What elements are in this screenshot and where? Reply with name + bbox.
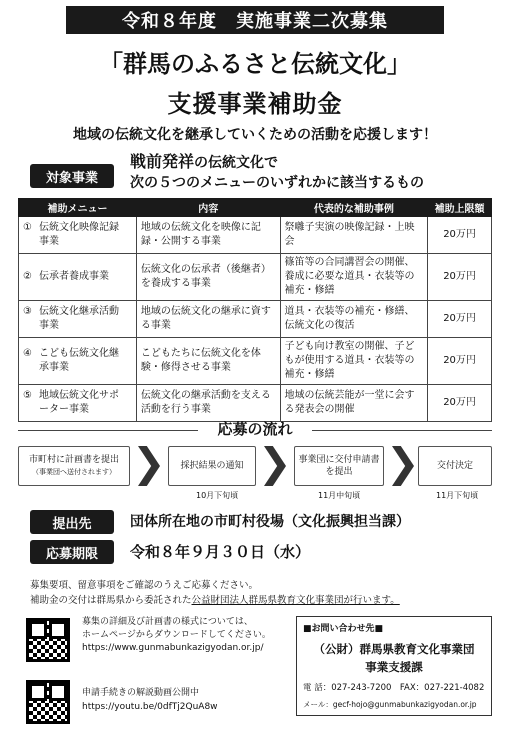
note-line1: 募集要項、留意事項をご確認のうえご応募ください。 (30, 580, 259, 591)
page-title-line2: 支援事業補助金 (167, 90, 343, 118)
flow-note: 11月中旬頃 (318, 491, 361, 500)
website-text2: ホームページからダウンロードしてください。 (82, 630, 271, 640)
row-name: 伝統文化映像記録事業 (39, 222, 119, 247)
row-number: ② (23, 271, 32, 282)
contact-label: ■お問い合わせ先■ (303, 624, 384, 634)
flow-step-4 (418, 446, 492, 486)
row-example: 道具・衣装等の補充・修繕、伝統文化の復活 (280, 301, 428, 338)
page-title-line1: 「群馬のふるさと伝統文化」 (99, 50, 411, 78)
row-example: 祭囃子実演の映像記録・上映会 (280, 217, 428, 254)
flow-note: 10月下旬頃 (196, 491, 239, 500)
row-content: 地域の伝統文化の継承に資する事業 (136, 301, 280, 338)
row-example: 子ども向け教室の開催、子どもが使用する道具・衣装等の補充・修繕 (280, 338, 428, 385)
qr-code-icon[interactable] (26, 680, 70, 724)
contact-org: （公財）群馬県教育文化事業団 (313, 642, 475, 656)
deadline-tag: 応募期限 (30, 540, 114, 564)
flow-arrow-icon (264, 446, 286, 486)
submit-destination: 団体所在地の市町村役場（文化振興担当課） (130, 514, 410, 530)
row-content: 伝統文化の伝承者（後継者）を養成する事業 (136, 254, 280, 301)
row-menu (19, 301, 137, 338)
flow-divider-right (312, 430, 492, 431)
submit-tag: 提出先 (30, 510, 114, 534)
note-line2 (30, 593, 400, 608)
row-example: 地域の伝統芸能が一堂に会する発表会の開催 (280, 385, 428, 422)
notes (30, 578, 400, 608)
row-limit: 20万円 (428, 338, 492, 385)
table-header-row (19, 199, 492, 217)
flow-title: 応募の流れ (217, 420, 293, 438)
row-menu (19, 217, 137, 254)
row-number: ① (23, 222, 32, 233)
video-info (82, 686, 282, 714)
video-url[interactable]: https://youtu.be/0dfTj2QuA8w (82, 702, 218, 712)
video-text: 申請手続きの解説動画公開中 (82, 688, 200, 698)
flow-step-sub: （事業団へ送付されます） (32, 468, 116, 476)
row-content: 地域の伝統文化を映像に記録・公開する事業 (136, 217, 280, 254)
flow-step-1 (18, 446, 130, 486)
row-menu (19, 385, 137, 422)
flow-step-3 (294, 446, 384, 486)
header-example: 代表的な補助事例 (280, 199, 428, 217)
flow-arrow-icon (138, 446, 160, 486)
row-menu (19, 338, 137, 385)
contact-email[interactable]: メール：gecf-hojo@gunmabunkazigyodan.or.jp (303, 700, 477, 709)
table-row (19, 254, 492, 301)
website-info (82, 616, 282, 655)
header-menu: 補助メニュー (19, 199, 137, 217)
row-name: 地域伝統文化サポーター事業 (39, 390, 119, 415)
row-number: ③ (23, 306, 32, 317)
contact-phone: 電 話：027-243-7200 FAX：027-221-4082 (303, 683, 485, 693)
menu-table (18, 198, 492, 422)
target-description (130, 152, 424, 193)
flow-step-label: 事業団に交付申請書を提出 (298, 455, 380, 477)
flow-arrow-icon (392, 446, 414, 486)
website-url[interactable]: https://www.gunmabunkazigyodan.or.jp/ (82, 643, 264, 653)
target-line1-rest: の伝統文化で (194, 155, 279, 171)
row-number: ④ (23, 348, 32, 359)
header-content: 内容 (136, 199, 280, 217)
deadline-date: 令和８年９月３０日（水） (130, 543, 311, 561)
table-row (19, 385, 492, 422)
target-emphasis: 戦前発祥 (130, 152, 195, 171)
row-content: こどもたちに伝統文化を体験・修得させる事業 (136, 338, 280, 385)
qr-code-icon[interactable] (26, 618, 70, 662)
note-line2-pre: 補助金の交付は群馬県から委託された (30, 595, 192, 606)
flow-step-2 (168, 446, 256, 486)
flow-step-label: 交付決定 (436, 461, 473, 471)
flow-note: 11月下旬頃 (436, 491, 479, 500)
table-row (19, 338, 492, 385)
table-row (19, 301, 492, 338)
row-limit: 20万円 (428, 254, 492, 301)
row-name: 伝承者養成事業 (39, 271, 109, 282)
row-name: こども伝統文化継承事業 (39, 348, 119, 373)
row-number: ⑤ (23, 390, 32, 401)
flow-step-label: 採択結果の通知 (180, 461, 244, 471)
row-limit: 20万円 (428, 217, 492, 254)
subtitle: 地域の伝統文化を継承していくための活動を応援します！ (73, 127, 437, 143)
target-line2: 次の５つのメニューのいずれかに該当するもの (130, 175, 424, 191)
header-limit: 補助上限額 (428, 199, 492, 217)
row-menu (19, 254, 137, 301)
row-example: 篠笛等の合同講習会の開催、養成に必要な道具・衣装等の補充・修繕 (280, 254, 428, 301)
contact-department: 事業支援課 (365, 660, 423, 674)
contact-box (296, 616, 492, 716)
row-limit: 20万円 (428, 385, 492, 422)
header-banner: 令和８年度 実施事業二次募集 (66, 6, 444, 34)
table-row (19, 217, 492, 254)
row-content: 伝統文化の継承活動を支える活動を行う事業 (136, 385, 280, 422)
row-limit: 20万円 (428, 301, 492, 338)
note-line2-underline: 公益財団法人群馬県教育文化事業団が行います。 (191, 595, 400, 606)
website-text1: 募集の詳細及び計画書の様式については、 (82, 617, 253, 627)
row-name: 伝統文化継承活動事業 (39, 306, 119, 331)
target-tag: 対象事業 (30, 164, 114, 188)
flow-step-label: 市町村に計画書を提出 (28, 455, 119, 465)
